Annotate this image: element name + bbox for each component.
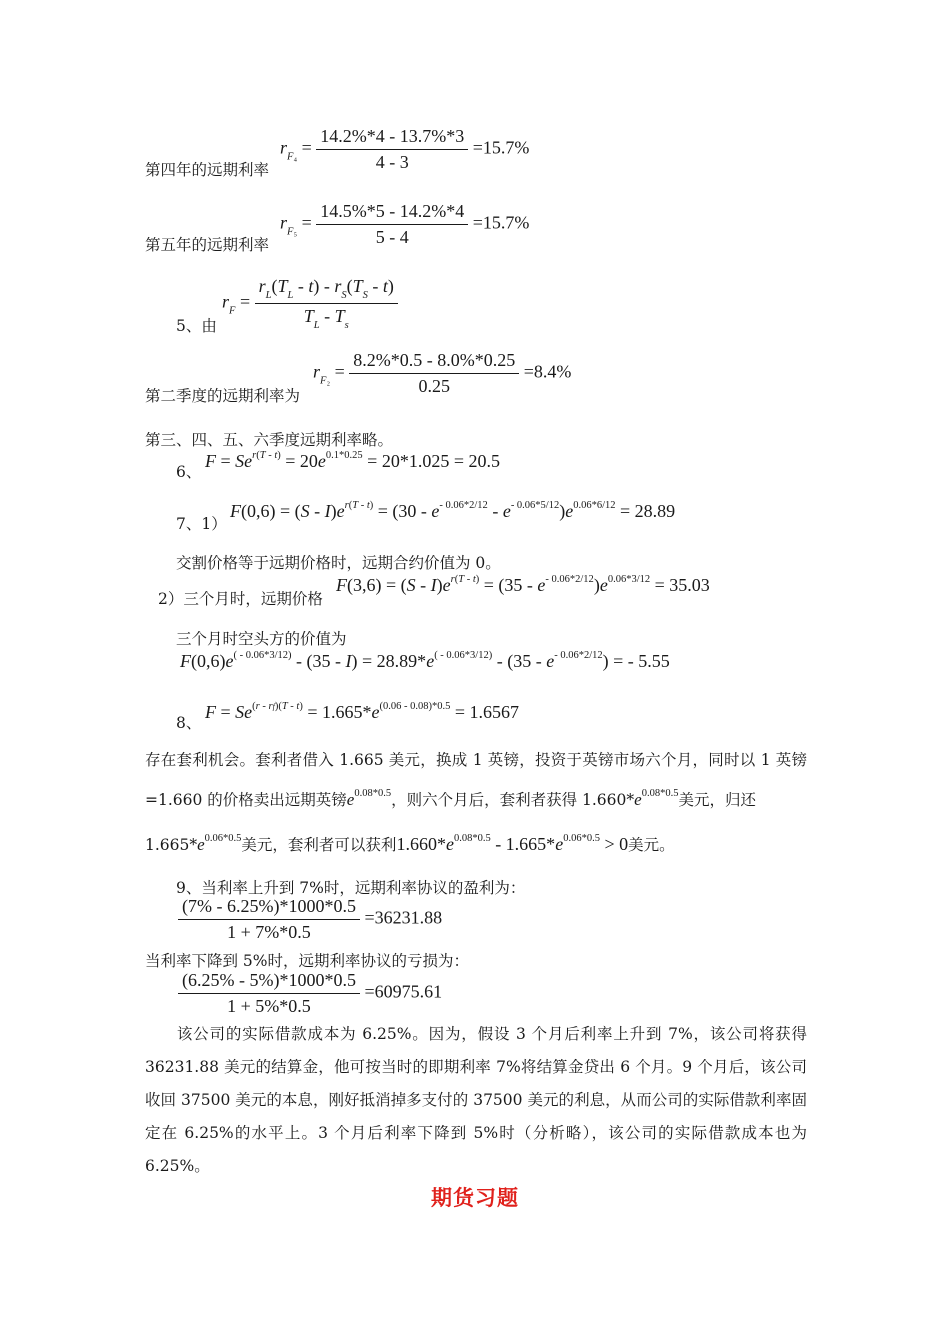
- formula-num: 8.2%*0.5 - 8.0%*0.25: [349, 350, 519, 374]
- label-q8: 8、: [176, 714, 202, 732]
- formula-q7-1: $F(0,6) = (S - I)e^{r(T - t)} = (30 - e^{- 0.06*2/12} - e^{- 0.06*5/12})e^{0.06*6/12} = 28.89$: [230, 500, 676, 521]
- formula-num: (7% - 6.25%)*1000*0.5: [178, 896, 360, 920]
- formula-den: 0.25: [418, 376, 450, 396]
- formula-year4: $r_{F_4}$ = $\frac{14.2\%*4 - 13.7\%*3}{4 - 3}$ =15.7%: [280, 126, 530, 172]
- arb-text-3: 美元，归还: [678, 791, 756, 809]
- formula-num: (6.25% - 5%)*1000*0.5: [178, 970, 360, 994]
- formula-result: =36231.88: [364, 907, 443, 928]
- label-q2: 第二季度的远期利率为: [145, 387, 301, 405]
- formula-den: 1 + 7%*0.5: [227, 922, 311, 942]
- arb-text-6: 美元。: [628, 836, 675, 854]
- formula-year5: $r_{F_5}$ = $\frac{14.5\%*5 - 14.2\%*4}{5 - 4}$ =15.7%: [280, 201, 530, 247]
- label-q7b: 2）三个月时，远期价格: [158, 590, 323, 608]
- text-q3-6: 第三、四、五、六季度远期利率略。: [145, 431, 394, 449]
- formula-den: 5 - 4: [375, 227, 409, 247]
- label-q9: 9、当利率上升到 7%时，远期利率协议的盈利为：: [176, 879, 526, 897]
- formula-num: 14.2%*4 - 13.7%*3: [316, 126, 468, 150]
- formula-num: 14.5%*5 - 14.2%*4: [316, 201, 468, 225]
- formula-result: =15.7%: [472, 212, 530, 233]
- paragraph-arbitrage: 存在套利机会。套利者借入 1.665 美元，换成 1 英镑，投资于英镑市场六个月，同时以 1 英镑=1.660 的价格卖出远期英镑$e^{0.08*0.5}$，则六个月后，套利者获得 $1.660*e^{0.08*0.5}$美元，归还: [145, 751, 807, 809]
- formula-general-forward: $r_F$ = $\frac{r_L(T_L - t) - r_S(T_S - t)}{T_L - T_s}$: [222, 276, 398, 331]
- text-q7-note: 交割价格等于远期价格时，远期合约价值为 0。: [176, 554, 501, 572]
- formula-q8: $F = Se^{(r - rf)(T - t)} = 1.665*e^{(0.06 - 0.08)*0.5} = 1.6567$: [205, 701, 520, 722]
- arb-text-2: ，则六个月后，套利者获得 1.660*: [391, 791, 635, 809]
- label-q9-loss: 当利率下降到 5%时，远期利率协议的亏损为：: [145, 952, 470, 970]
- paragraph-arbitrage-end: $1.665*e^{0.06*0.5}$美元，套利者可以获利$1.660*e^{0.08*0.5} - 1.665*e^{0.06*0.5} > 0$美元。: [145, 833, 675, 854]
- formula-q6: $F = Se^{r(T - t)} = 20e^{0.1*0.25} = 20*1.025 = 20.5$: [205, 450, 500, 471]
- arb-text-5: 美元，套利者可以获利: [241, 836, 397, 854]
- label-q7c: 三个月时空头方的价值为: [176, 630, 347, 648]
- formula-result: =15.7%: [472, 137, 530, 158]
- label-q5: 5、由: [176, 317, 217, 335]
- label-year4: 第四年的远期利率: [145, 161, 270, 179]
- formula-result: =60975.61: [364, 981, 443, 1002]
- label-q6: 6、: [176, 463, 202, 481]
- formula-q7-2: $F(3,6) = (S - I)e^{r(T - t)} = (35 - e^{- 0.06*2/12})e^{0.06*3/12} = 35.03$: [336, 574, 710, 595]
- formula-q9-loss: [178, 970, 442, 1017]
- formula-result: =8.4%: [523, 361, 572, 382]
- label-year5: 第五年的远期利率: [145, 236, 270, 254]
- arb-text-1: 存在套利机会。套利者借入 1.665 美元，换成 1 英镑，投资于英镑市场六个月，同时以 1 英镑=1.660 的价格卖出远期英镑: [145, 751, 807, 809]
- formula-q7-3: $F(0,6)e^{( - 0.06*3/12)} - (35 - I) = 28.89*e^{( - 0.06*3/12)} - (35 - e^{- 0.06*2/12})$ = - 5.55: [180, 650, 670, 671]
- conclusion-text: 该公司的实际借款成本为 6.25%。因为，假设 3 个月后利率上升到 7%，该公司将获得 36231.88 美元的结算金，他可按当时的即期利率 7%将结算金贷出 6 个月。9 个月后，该公司收回 37500 美元的本息，刚好抵消掉多支付的 37500 美元的利息，从而公司的实际借款利率固定在 6.25%的水平上。3 个月后利率下降到 5%时（分析略），该公司的实际借款成本也为 6.25%。: [145, 1025, 807, 1175]
- formula-q9-profit: [178, 896, 442, 943]
- formula-q2: $r_{F_2}$ = $\frac{8.2\%*0.5 - 8.0\%*0.25}{0.25}$ =8.4%: [313, 350, 572, 396]
- formula-den: 1 + 5%*0.5: [227, 996, 311, 1016]
- formula-den: 4 - 3: [375, 152, 409, 172]
- arb-text-4: 1.665*: [145, 836, 198, 854]
- section-heading: 期货习题: [431, 1186, 519, 1210]
- label-q7: 7、1）: [176, 515, 227, 533]
- paragraph-conclusion: [145, 1018, 807, 1183]
